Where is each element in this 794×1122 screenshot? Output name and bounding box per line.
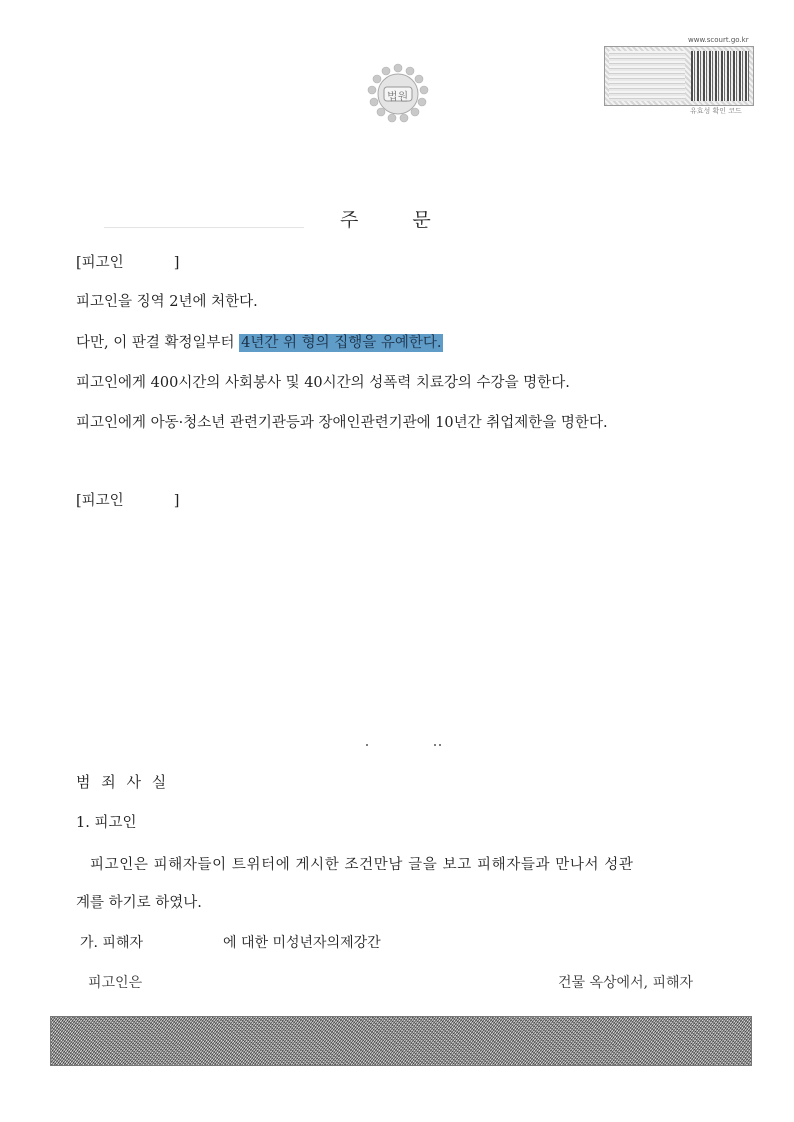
scan-speck [439,744,441,746]
defendant-label-1: [피고인 ] [76,255,180,271]
suspension-line [76,331,443,352]
defendant-label-2: [피고인 ] [76,493,180,509]
verification-url: www.scourt.go.kr [688,36,749,44]
highlighted-suspension: 4년간 위 형의 집행을 유예한다. [241,335,442,351]
scan-speck [366,744,368,746]
verification-caption: 유효성 확인 코드 [690,107,742,115]
facts-heading: 범 죄 사 실 [76,773,170,791]
title-char-2: 문 [412,209,433,231]
title-rule [104,227,304,228]
facts-item-1: 1. 피고인 [76,815,137,831]
sentence-line: 피고인을 징역 2년에 처한다. [76,294,258,310]
order-title [340,205,433,232]
scan-speck [434,744,436,746]
facts-sub-a: 가. 피해자 에 대한 미성년자의제강간 [80,935,381,951]
title-char-1: 주 [340,209,361,231]
court-seal [358,62,438,126]
suspension-prefix: 다만, 이 판결 확정일부터 [76,335,235,351]
seal-label: 법원 [387,90,409,103]
facts-paragraph-1-line-1: 피고인은 피해자들이 트위터에 게시한 조건만남 글을 보고 피해자들과 만나서 성관 [90,857,634,873]
qr-verification-box [604,46,754,106]
barcode-pattern [609,51,685,101]
employment-restriction-line: 피고인에게 아동·청소년 관련기관등과 장애인관련기관에 10년간 취업제한을 명한다. [76,415,608,431]
qr-code-icon [691,51,749,101]
facts-paragraph-1-line-2: 계를 하기로 하였나. [76,895,202,911]
community-service-line: 피고인에게 400시간의 사회봉사 및 40시간의 성폭력 치료강의 수강을 명한다. [76,375,570,391]
redacted-block [50,1016,752,1066]
facts-paragraph-2-end: 건물 옥상에서, 피해자 [558,975,694,991]
facts-paragraph-2-start: 피고인은 [88,975,143,991]
